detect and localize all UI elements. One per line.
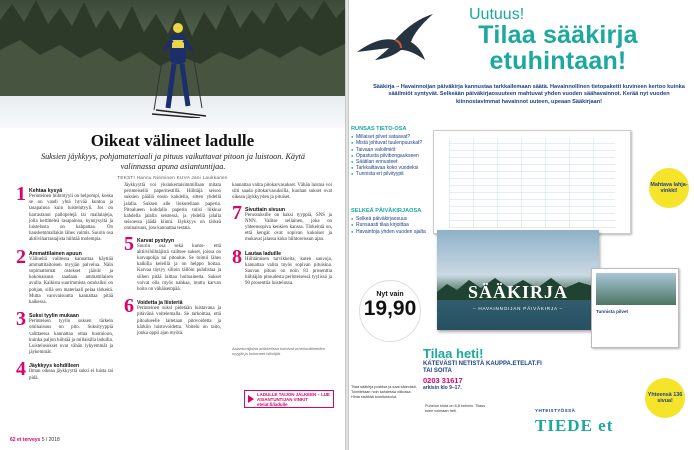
section-number: 1: [16, 183, 26, 205]
section-number: 3: [16, 308, 26, 331]
order-box: [423, 346, 543, 391]
feature-item: ● Millaiset pilvet sataavat?: [351, 134, 429, 140]
section-1: [16, 183, 113, 246]
feature-item: ● Selkeä päiväkirjaosuus: [351, 216, 429, 222]
feature-item: ● Taivaan valoilmiöt: [351, 147, 429, 153]
section-number: 8: [232, 245, 242, 268]
section-4: [16, 358, 113, 383]
call-price-note: Puhelun hinta on 8,8 snt/min. Tilaus tulee voimaan heti.: [425, 404, 486, 413]
ad-headline-line-1: Tilaa sääkirja: [478, 21, 638, 49]
article-lead: Suksien jäykkyys, pohjamateriaali ja pituus vaikuttavat pitoon ja luistoon. Käytä valinnassa apuna asiantuntijaa.: [40, 152, 305, 171]
price-label: Nyt vain: [376, 291, 404, 298]
article-column-2: [124, 183, 221, 428]
price-badge: [359, 280, 421, 342]
section-title: Lautaa laduille: [245, 250, 282, 257]
section-title: Ammattilainen apuun: [29, 250, 82, 257]
order-hours: arkisin klo 9–17.: [423, 385, 462, 391]
feature-item: ● Tunnista eri pilvityypit: [351, 171, 429, 177]
cooperation-label: YHTEISTYÖSSÄ: [535, 408, 576, 413]
order-fineprint: Tilaa sääkirja postitse ja saat kätevästi. Toimitetaan noin kahdessa viikossa. Hinta sisältää toimituskulut.: [351, 385, 417, 399]
ad-headline-line-2: etuhintaan!: [489, 47, 627, 75]
section-7: [232, 201, 332, 246]
section-text: Jäykkyyttä voi yksinkertaisimmillaan mitata perinteisellä paperitestillä. Hiihtäjä seisoo suksien päällä ensin kahdella, sitten yhdellä jalalla. Suksen alle liukutellaan paperia. Pitoalueen kohdalla paperin tulisi liikkua kahdella jalalla seistessä, ja yhdellä jalalla seisoessa jäädä kiinni. Jäykkyys on tärkeä ominaisuus, jota kannattaa testata.: [124, 183, 221, 232]
feature-item: ● Opastusta pilvibongaukseen: [351, 153, 429, 159]
section-5: [124, 232, 221, 296]
diary-grid: [449, 138, 615, 228]
section-text: Hiihtämisen tarvikkeita, kuten sauvoja, kannattaa valita myös sopivan pituisina. Sauvan pituus on noin 83 prosenttia hiihtäjän pituudesta perinteisessä tyylissä ja 90 prosenttia luistelussa.: [245, 256, 332, 287]
section-text: Ilman oikeaa jäykkyyttä suksi ei luista tai pidä.: [29, 369, 113, 381]
feature-list-title: SELKEÄ PÄIVÄKIRJAOSA: [351, 208, 422, 214]
section-text: Välineitä valitessa kannattaa käyttää ammattitaitoisen myyjän palvelua. Näin sopimattomat ostokset jäävät ja kokonaisuus saadaan ammattilaisen avulla. Kaikista suurimmista ostoksiksi on pohjan, sillä sen materiaali pelaa tärkeitä. Mutta varovaisuutta kannattaa pitää kaikessa.: [29, 256, 113, 306]
section-text: Suurin osa sekä kunto- että aktiivihiihtäjistä valitsee sukset, joissa on karvapohja tai pitoalue. Se toimii lähes kaikilla keleillä ja on helppo hoitaa. Karvaa täytyy silloin tällöin puhdistaa ja siihen pitää laittaa hoitoainetta. Sukset voivat olla myös nahkaa, mutta karvan hoito on vähäisempää.: [137, 243, 221, 293]
section-text: Perinteinen suksi pidetään luistavana ja pitävänä voitelemalla. Se tarkoittaa, että pitoalueelle laitetaan pitovoidetta ja kärkiin luistovoidetta. Voitelu on taito, jonka oppii ajan myötä.: [137, 306, 221, 337]
play-arrow-icon: [248, 395, 254, 403]
section-number: 7: [232, 201, 242, 224]
left-page: [0, 0, 345, 450]
new-label: Uutuus!: [469, 6, 525, 23]
ad-intro: Sääkirja – Havainnoijan päiväkirja kannustaa tarkkailemaan säätä. Havainnollinen tietopaketti kuvineen kertoo kuinka sääilmiöt syntyvät. Selkeään päiväkirjaosuuteen mahtuvat yhden vuoden säähavainnot. Kerää nyt vuoden kiinnostavimmat havainnot uuteen, upeaan Sääkirjaan!: [373, 84, 685, 105]
gift-tip-badge: Mahtava lahja-vinkki!: [649, 168, 689, 208]
expert-credit: Asiantuntijoina artikkelissa toimivat urheiluvälineiden myyjät ja kokeneet hiihtäjät.: [232, 346, 325, 356]
order-instructions[interactable]: KÄTEVÄSTI NETISTÄ KAUPPA.ETELAT.FI TAI SOITA: [423, 361, 542, 374]
book-inner-page: [591, 268, 679, 348]
feature-list-title: RUNSAS TIETO-OSA: [351, 126, 407, 132]
magazine-name: et terveys: [16, 437, 41, 443]
section-2: [16, 245, 113, 309]
book-cover-title: SÄÄKIRJA: [467, 282, 568, 302]
feature-item: ● Havaintoja yhden vuoden ajalta: [351, 229, 429, 235]
page-count-badge: Yhteensä 136 sivua!: [645, 378, 685, 418]
section-text: kannattaa valita pitokarvasukset. Vähän luistoa voi silti saada pitokarvasuksilla, kunhan sukset ovat oikean jäykkyyden ja pituiset.: [232, 183, 332, 201]
book-cover: [437, 230, 599, 330]
feature-list-diary: [351, 208, 429, 235]
section-title: Sivuttain sivuun: [245, 206, 286, 213]
section-8: [232, 245, 332, 290]
section-number: 4: [16, 358, 26, 381]
price-value: 19,90: [363, 297, 417, 320]
section-text: Perinteisen tyylin suksen tärkein ominaisuus on pito. Suksityyppiä valittaessa kannattaa ottaa huomioon, kuinka paljon hiihtää ja millaisilla laduilla. Luistelusukset ovat vähän lyhyemmät ja jäykemmät.: [29, 319, 113, 356]
cloud-photo: [596, 273, 676, 305]
feature-list-info: [351, 126, 429, 178]
feature-item: ● Tarkkailtavaa koko vuodeksi: [351, 165, 429, 171]
article-column-1: [16, 183, 113, 428]
inner-page-title: Tunnista pilvet: [596, 309, 629, 314]
section-title: Suksi tyylin mukaan: [29, 313, 79, 320]
article-headline: Oikeat välineet ladulle: [90, 131, 255, 150]
ad-headline: [427, 22, 689, 74]
section-number: 5: [124, 232, 134, 255]
online-tips-label: LADULLE TAIJON JÄLKEEN – LUE ASIANTUNTIJAN VINKIT etelat.fi/ladulle: [257, 391, 330, 407]
order-phone[interactable]: 0203 31617: [423, 376, 463, 385]
lake-landscape-icon: [437, 230, 599, 330]
book-cover-subtitle: – HAVAINNOIJAN PÄIVÄKIRJA –: [472, 306, 564, 311]
section-number: 2: [16, 245, 26, 268]
online-tips-link[interactable]: [244, 390, 334, 408]
section-text: Perussuksille on kaksi tyyppiä, SNS ja NNN. Valitse sellainen, joka on yhteensopiva kenkien kanssa. Tärkeintä on, että kengät ovat sopivan kokoiset ja mukavat jalassa koko hiihtoreissun ajan.: [245, 212, 332, 243]
skier-photo: [0, 0, 345, 128]
order-title: Tilaa heti!: [423, 346, 484, 361]
feature-item: ● Runsaasti tilaa kirjoittaa: [351, 222, 429, 228]
section-text: Perinteinen hiihtotyyli on helpompi, koska se on vaadi yhtä hyvää kuntoa ja tasapainoa kuin luistelutyyli. Jos on harrastanut pallopelejä tai mailalajeja, jolla keltitteleä tasapainoa, kynnysyltä ja luistelusta on kahpattaa. On hauskemmallakin lähes valmis. Suurin osa aktiiviharrastajista hiihtää molempia.: [29, 194, 113, 243]
article-byline: TEKSTI Hannu Nieminen KUVA Jani Laukkanen: [117, 175, 228, 180]
swallow-bird-icon: [355, 12, 435, 68]
page-footer: [10, 437, 60, 443]
page-number: 62: [10, 437, 16, 443]
tiede-logo: TIEDE et: [535, 416, 614, 435]
feature-item: ● Säätilan ennusteet: [351, 159, 429, 165]
section-title: Voidetta ja liisteriä: [137, 300, 183, 307]
section-title: Jäykkyys kohdilleen: [29, 363, 80, 370]
section-title: Kehtaa kysyä: [29, 188, 63, 194]
section-number: 6: [124, 295, 134, 318]
section-6: [124, 295, 221, 339]
skier-figure: [150, 18, 210, 118]
feature-item: ● Mistä johtuvat tuulenpuuskat?: [351, 140, 429, 146]
section-title: Karvat pystyyn: [137, 237, 175, 244]
right-page-ad: [349, 0, 694, 450]
section-3: [16, 308, 113, 358]
issue-number: 5 / 2018: [41, 437, 60, 443]
